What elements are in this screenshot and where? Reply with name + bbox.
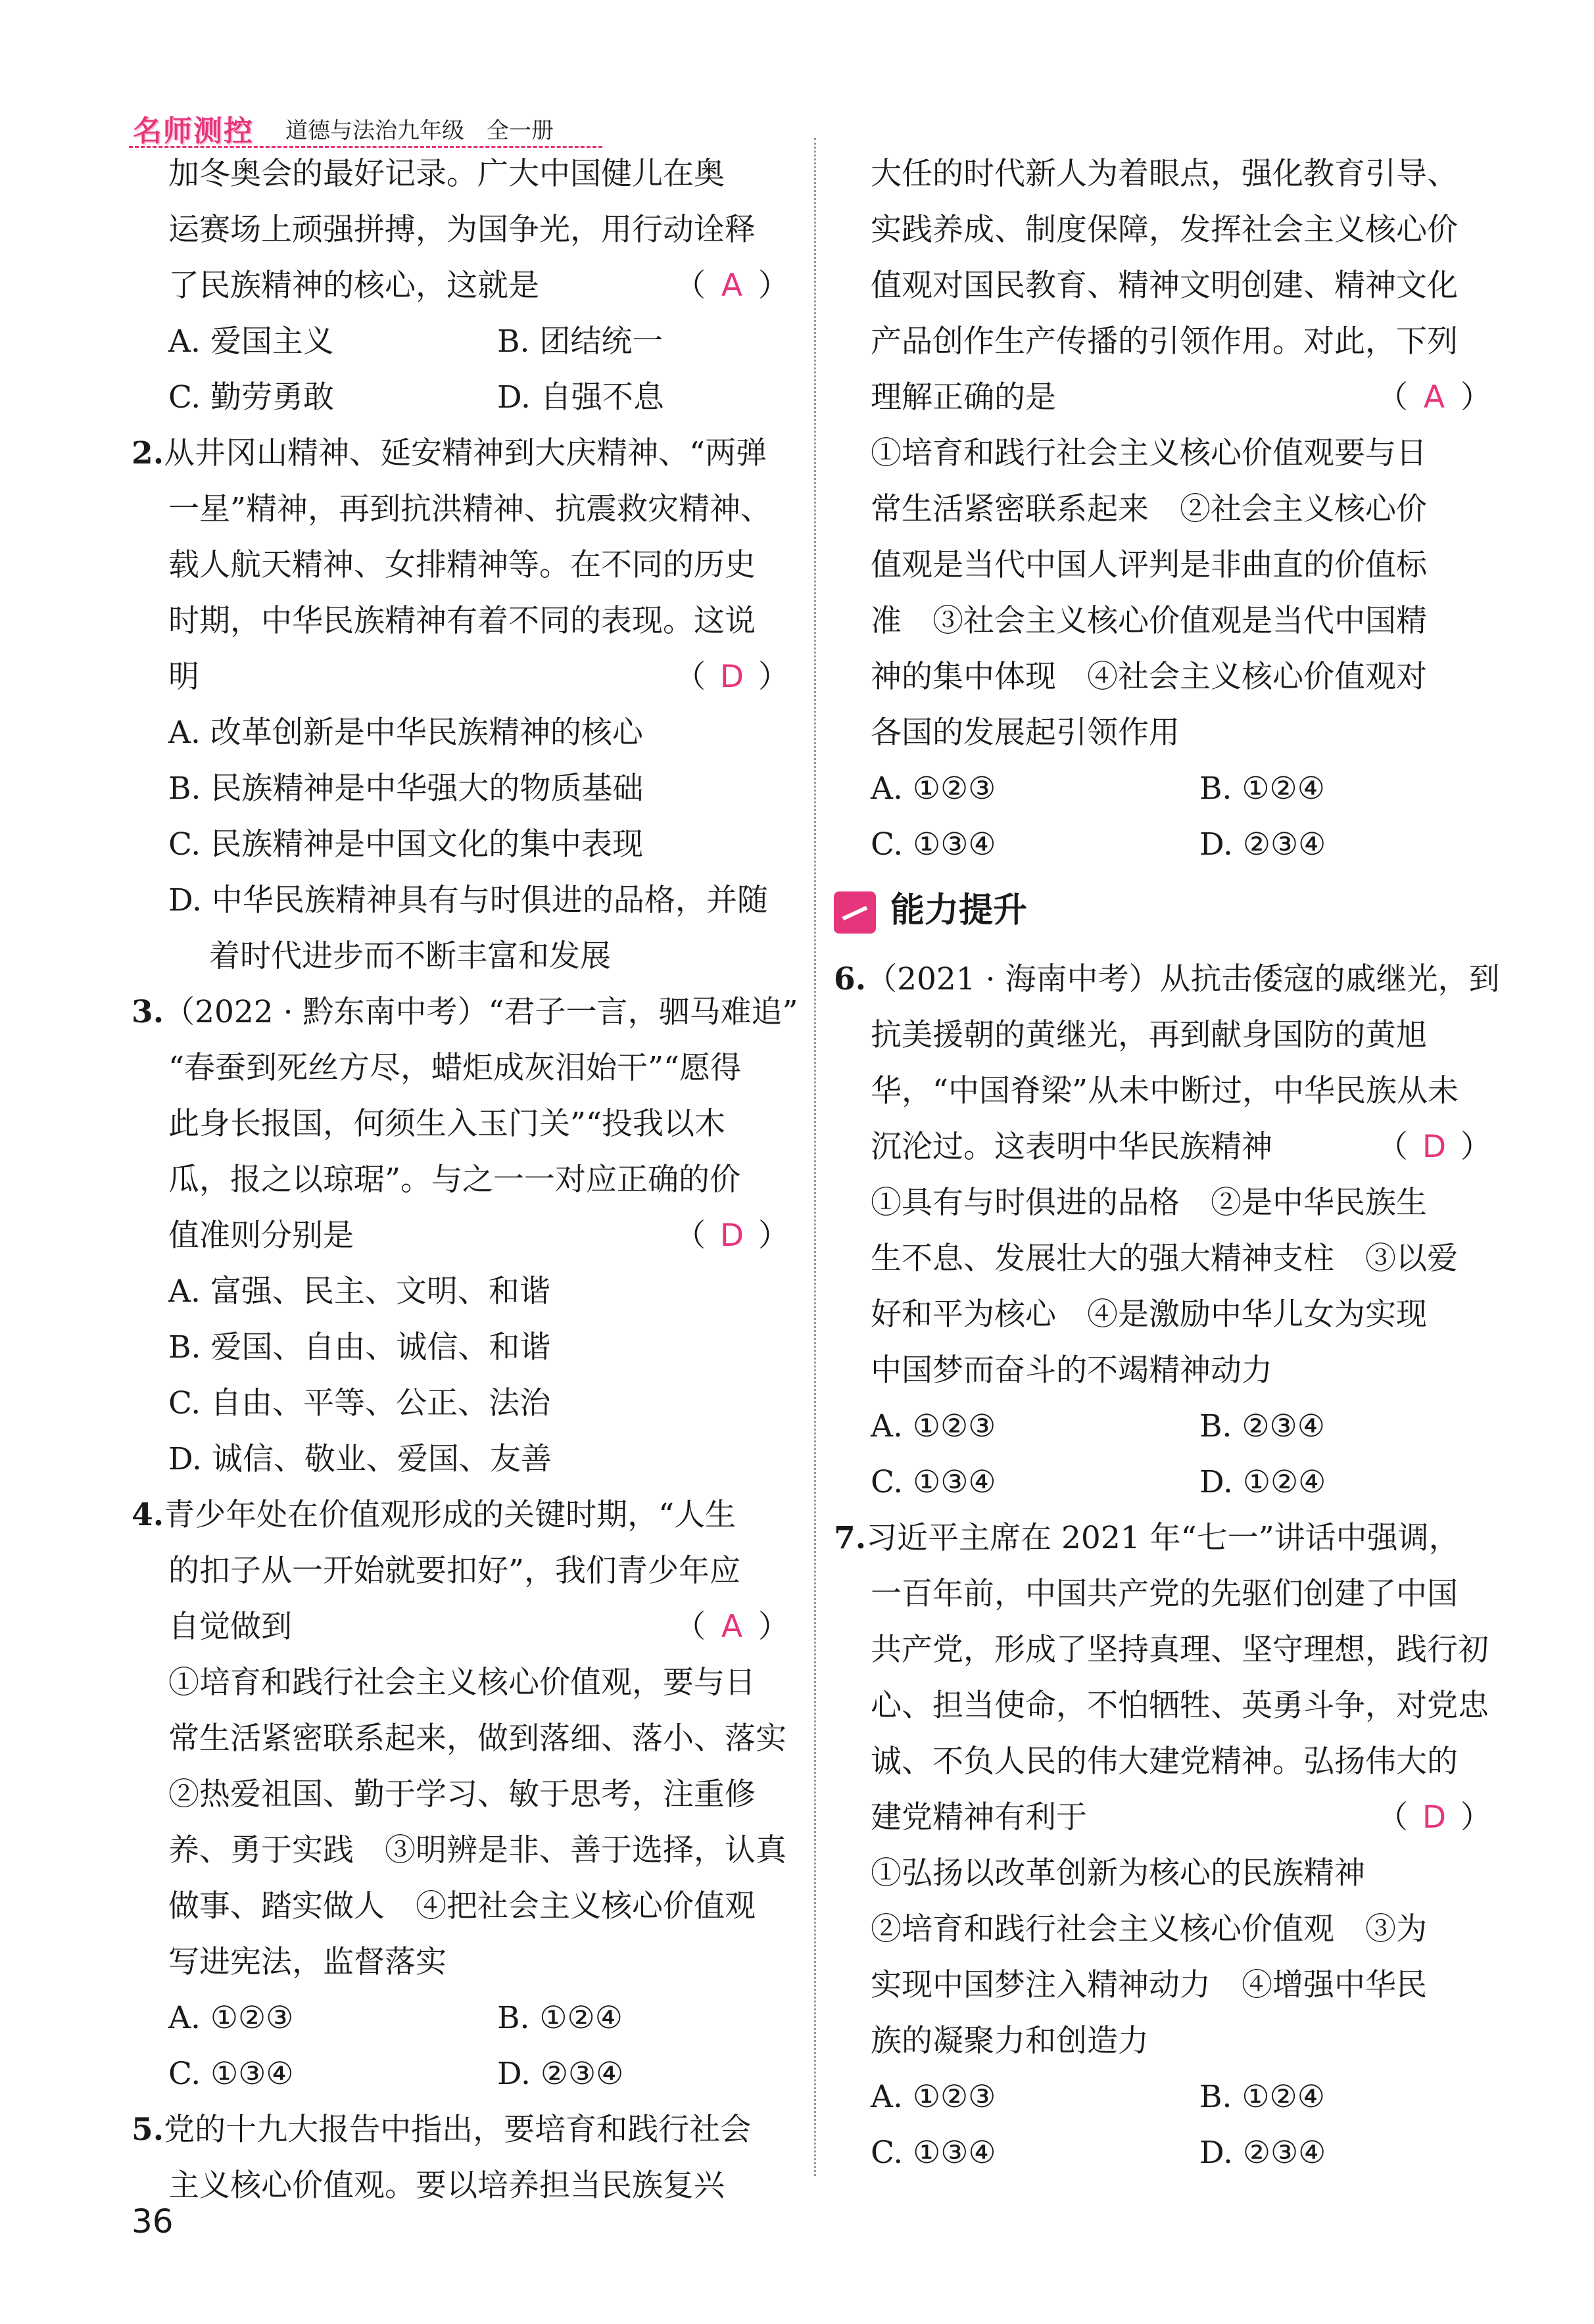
option-c: C. ①③④: [871, 1464, 996, 1500]
option-a: A. ①②③: [168, 2000, 294, 2036]
question-text: 自觉做到: [168, 1609, 292, 1645]
options-row: [132, 314, 796, 369]
section-icon: [834, 891, 876, 934]
statement-line: 族的凝聚力和创造力: [871, 2023, 1149, 2059]
question-line: 瓜，报之以琼琚”。与之一一对应正确的价: [168, 1162, 741, 1198]
answer-bracket: （ D ）: [1377, 1790, 1491, 1845]
option-d: D. ①②④: [1199, 1464, 1326, 1500]
statement-line: 各国的发展起引领作用: [871, 715, 1180, 751]
option-a: A. ①②③: [871, 771, 996, 807]
option-b: B. ①②④: [1199, 2079, 1325, 2115]
options-row: [834, 1398, 1498, 1454]
option-d: D. ②③④: [497, 2056, 624, 2092]
statement-line: 准 ③社会主义核心价值观是当代中国精: [871, 603, 1427, 639]
column-divider: [814, 138, 816, 2176]
answer-bracket: （ D ）: [675, 1208, 789, 1264]
option-b: B. 团结统一: [497, 323, 664, 360]
question-line: [834, 951, 1498, 1007]
question-line: 一百年前，中国共产党的先驱们创建了中国: [871, 1576, 1458, 1612]
question-line: [132, 1599, 796, 1655]
question-line: [132, 1208, 796, 1264]
option-a: A. ①②③: [871, 2079, 996, 2115]
statement-line: 中国梦而奋斗的不竭精神动力: [871, 1352, 1272, 1388]
question-line: [132, 649, 796, 705]
question-line: 运赛场上顽强拼搏，为国争光，用行动诠释: [168, 212, 756, 248]
option-continuation: 着时代进步而不断丰富和发展: [209, 938, 611, 974]
question-line: [132, 258, 796, 314]
statement-line: ①弘扬以改革创新为核心的民族精神: [871, 1855, 1365, 1891]
question-line: [132, 2102, 796, 2158]
subject-title: 道德与法治九年级 全一册: [285, 117, 554, 144]
question-line: [834, 369, 1498, 425]
question-number: 4.: [132, 1497, 164, 1533]
statement-line: 值观是当代中国人评判是非曲直的价值标: [871, 547, 1427, 583]
answer-bracket: （ A ）: [675, 1599, 789, 1655]
statement-line: 做事、踏实做人 ④把社会主义核心价值观: [168, 1888, 756, 1924]
page-header: [129, 105, 554, 151]
statement-line: ①具有与时俱进的品格 ②是中华民族生: [871, 1185, 1427, 1221]
question-text: 了民族精神的核心，这就是: [168, 268, 539, 304]
question-line: “春蚕到死丝方尽，蜡炬成灰泪始干”“愿得: [168, 1050, 742, 1086]
statement-line: 常生活紧密联系起来 ②社会主义核心价: [871, 491, 1427, 527]
question-line: 抗美援朝的黄继光，再到献身国防的黄旭: [871, 1017, 1427, 1053]
question-number: 7.: [834, 1520, 867, 1556]
question-line: 华，“中国脊梁”从未中断过，中华民族从未: [871, 1073, 1459, 1109]
option-a: A. ①②③: [871, 1408, 996, 1444]
statement-line: 生不息、发展壮大的强大精神支柱 ③以爱: [871, 1241, 1458, 1277]
left-column: [132, 146, 796, 2214]
right-column: [834, 146, 1498, 2181]
option-b: B. ①②④: [497, 2000, 623, 2036]
question-number: 6.: [834, 961, 867, 997]
statement-line: 养、勇于实践 ③明辨是非、善于选择，认真: [168, 1832, 786, 1868]
answer-bracket: （ D ）: [1377, 1119, 1491, 1175]
question-number: 2.: [132, 435, 164, 471]
question-line: 实践养成、制度保障，发挥社会主义核心价: [871, 212, 1458, 248]
question-line: 加冬奥会的最好记录。广大中国健儿在奥: [168, 156, 725, 192]
question-text: 青少年处在价值观形成的关键时期，“人生: [164, 1497, 737, 1533]
option-d: D. 诚信、敬业、爱国、友善: [168, 1441, 552, 1477]
answer-letter: A: [1423, 379, 1445, 415]
statement-line: 神的集中体现 ④社会主义核心价值观对: [871, 659, 1427, 695]
question-number: 3.: [132, 994, 164, 1030]
statement-line: 实现中国梦注入精神动力 ④增强中华民: [871, 1967, 1427, 2003]
answer-bracket: （ D ）: [675, 649, 789, 705]
option-a: A. 爱国主义: [168, 323, 334, 360]
answer-bracket: （ A ）: [675, 258, 789, 314]
answer-letter: D: [1422, 1129, 1447, 1165]
statement-line: 写进宪法，监督落实: [168, 1944, 447, 1980]
question-line: 共产党，形成了坚持真理、坚守理想，践行初: [871, 1632, 1489, 1668]
question-line: [132, 1487, 796, 1543]
statement-line: ①培育和践行社会主义核心价值观，要与日: [168, 1665, 756, 1701]
option-c: C. 自由、平等、公正、法治: [168, 1385, 551, 1421]
question-line: 时期，中华民族精神有着不同的表现。这说: [168, 603, 756, 639]
question-line: 载人航天精神、女排精神等。在不同的历史: [168, 547, 756, 583]
option-c: C. 民族精神是中国文化的集中表现: [168, 826, 644, 863]
options-row: [834, 2125, 1498, 2181]
question-line: 此身长报国，何须生入玉门关”“投我以木: [168, 1106, 726, 1142]
question-line: 大任的时代新人为着眼点，强化教育引导、: [871, 156, 1458, 192]
question-line: 心、担当使命，不怕牺牲、英勇斗争，对党忠: [871, 1688, 1489, 1724]
page-number: 36: [132, 2202, 174, 2241]
answer-letter: D: [1422, 1799, 1447, 1836]
statement-line: 好和平为核心 ④是激励中华儿女为实现: [871, 1296, 1427, 1333]
answer-letter: A: [721, 1609, 743, 1645]
options-row: [132, 2046, 796, 2102]
option-d: D. ②③④: [1199, 2135, 1326, 2171]
option-a: A. 改革创新是中华民族精神的核心: [168, 715, 643, 751]
question-line: [132, 425, 796, 481]
answer-letter: D: [719, 659, 744, 695]
option-a: A. 富强、民主、文明、和谐: [168, 1273, 550, 1310]
brand-logo: 名师测控: [133, 114, 254, 148]
options-row: [132, 369, 796, 425]
answer-bracket: （ A ）: [1377, 369, 1491, 425]
question-text: 沉沦过。这表明中华民族精神: [871, 1129, 1272, 1165]
option-c: C. ①③④: [168, 2056, 294, 2092]
answer-letter: A: [721, 268, 743, 304]
question-line: 产品创作生产传播的引领作用。对此，下列: [871, 323, 1458, 360]
question-line: 诚、不负人民的伟大建党精神。弘扬伟大的: [871, 1743, 1458, 1780]
statement-line: ②热爱祖国、勤于学习、敏于思考，注重修: [168, 1776, 756, 1813]
question-line: [834, 1510, 1498, 1566]
option-d: D. ②③④: [1199, 826, 1326, 863]
question-line: 一星”精神，再到抗洪精神、抗震救灾精神、: [168, 491, 772, 527]
option-c: C. ①③④: [871, 826, 996, 863]
question-text: （2021 · 海南中考）从抗击倭寇的戚继光，到: [866, 961, 1500, 997]
statement-line: ②培育和践行社会主义核心价值观 ③为: [871, 1911, 1427, 1947]
options-row: [834, 2069, 1498, 2125]
question-text: 习近平主席在 2021 年“七一”讲话中强调，: [866, 1520, 1460, 1556]
option-b: B. 爱国、自由、诚信、和谐: [168, 1329, 551, 1365]
option-b: B. ②③④: [1199, 1408, 1325, 1444]
question-text: 明: [168, 659, 199, 695]
question-line: 的扣子从一开始就要扣好”，我们青少年应: [168, 1553, 741, 1589]
statement-line: 常生活紧密联系起来，做到落细、落小、落实: [168, 1720, 786, 1757]
question-text: 党的十九大报告中指出，要培育和践行社会: [164, 2112, 752, 2148]
question-number: 5.: [132, 2112, 164, 2148]
question-text: 理解正确的是: [871, 379, 1056, 415]
option-b: B. ①②④: [1199, 771, 1325, 807]
question-line: [834, 1119, 1498, 1175]
options-row: [132, 1990, 796, 2046]
question-line: 主义核心价值观。要以培养担当民族复兴: [168, 2168, 725, 2204]
question-line: [834, 1790, 1498, 1845]
question-text: 建党精神有利于: [871, 1799, 1087, 1836]
question-line: 值观对国民教育、精神文明创建、精神文化: [871, 268, 1458, 304]
option-c: C. 勤劳勇敢: [168, 379, 335, 415]
question-text: （2022 · 黔东南中考）“君子一言，驷马难追”: [164, 994, 798, 1030]
options-row: [834, 817, 1498, 872]
section-heading: [834, 876, 1498, 949]
options-row: [834, 761, 1498, 817]
option-c: C. ①③④: [871, 2135, 996, 2171]
question-text: 从井冈山精神、延安精神到大庆精神、“两弹: [164, 435, 767, 471]
question-text: 值准则分别是: [168, 1218, 354, 1254]
options-row: [834, 1454, 1498, 1510]
statement-line: ①培育和践行社会主义核心价值观要与日: [871, 435, 1427, 471]
answer-letter: D: [719, 1218, 744, 1254]
section-title: 能力提升: [890, 883, 1027, 943]
option-d: D. 中华民族精神具有与时俱进的品格，并随: [168, 882, 768, 918]
option-b: B. 民族精神是中华强大的物质基础: [168, 771, 644, 807]
question-line: [132, 984, 796, 1040]
option-d: D. 自强不息: [497, 379, 664, 415]
